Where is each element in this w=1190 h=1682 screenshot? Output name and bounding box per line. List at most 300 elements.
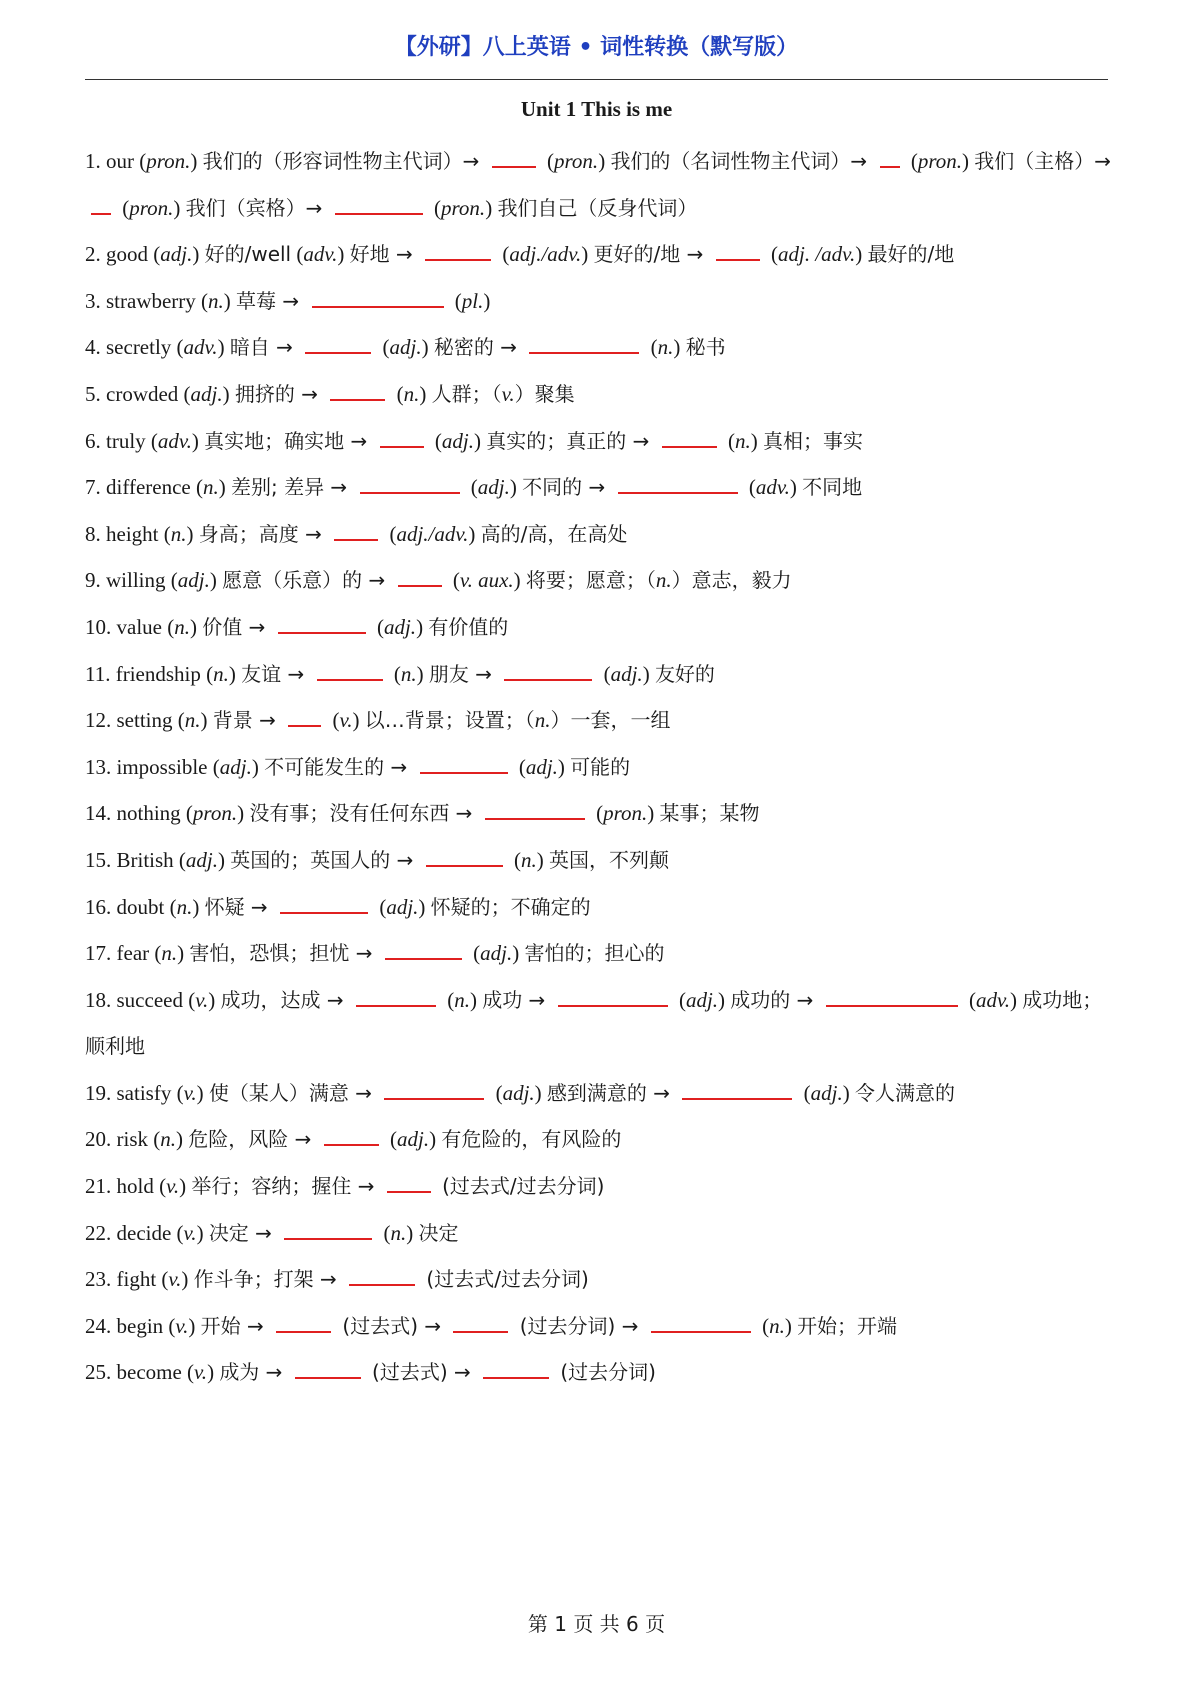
item-text: )	[176, 1127, 189, 1152]
exercise-item	[85, 371, 1120, 418]
answer-blank[interactable]	[295, 1358, 361, 1380]
part-of-speech: adj.	[610, 661, 643, 686]
item-text: )	[469, 987, 483, 1012]
part-of-speech: adj. /adv.	[778, 242, 856, 267]
answer-blank[interactable]	[387, 1171, 431, 1193]
item-text: (	[388, 661, 401, 686]
part-of-speech: adj.	[386, 894, 419, 919]
part-of-speech: n.	[534, 708, 551, 733]
page-footer: 第 1 页 共 6 页	[527, 1612, 666, 1636]
part-of-speech: adj.	[219, 754, 252, 779]
part-of-speech: n.	[390, 1220, 407, 1245]
part-of-speech: pron.	[146, 149, 191, 173]
item-meaning: 举行；容纳；握住 →	[191, 1174, 381, 1199]
part-of-speech: adj./adv.	[509, 242, 582, 267]
part-of-speech: adj.	[480, 941, 513, 966]
item-text: )	[789, 475, 803, 500]
item-meaning: (过去分词)	[560, 1360, 656, 1385]
item-text: (	[673, 987, 686, 1012]
answer-blank[interactable]	[276, 1311, 331, 1333]
item-text: 12. setting (	[85, 708, 185, 733]
item-text: (	[743, 475, 756, 500]
item-meaning: 更好的/地 →	[593, 242, 710, 267]
item-meaning: 好地 →	[349, 242, 420, 267]
item-meaning: 感到满意的 →	[546, 1080, 677, 1105]
exercise-item	[85, 1116, 1120, 1163]
item-meaning: 成功地；顺利地	[85, 987, 1103, 1059]
item-text: )	[189, 614, 203, 639]
item-text: 8. height (	[85, 521, 171, 546]
part-of-speech: adv.	[157, 428, 192, 453]
part-of-speech: adj.	[502, 1080, 535, 1105]
item-text: )	[718, 987, 731, 1012]
item-meaning: 我们（宾格）→	[185, 195, 329, 220]
item-meaning: 成为 →	[219, 1360, 289, 1385]
part-of-speech: pron.	[441, 195, 486, 220]
exercise-item	[85, 930, 1120, 977]
exercise-item	[85, 790, 1120, 837]
part-of-speech: n.	[769, 1313, 785, 1338]
item-meaning: 拥挤的 →	[234, 381, 325, 406]
part-of-speech: pron.	[603, 801, 648, 826]
item-meaning: 以…背景；设置；（	[364, 708, 535, 733]
item-meaning: 不同的 →	[522, 475, 612, 500]
item-text: )	[190, 149, 203, 173]
item-meaning: 作斗争；打架 →	[193, 1267, 344, 1292]
item-text: )	[581, 242, 594, 267]
item-meaning: 暗自 →	[229, 335, 300, 360]
item-text: (	[377, 335, 390, 360]
item-meaning: 决定 →	[208, 1220, 279, 1245]
part-of-speech: adj.	[477, 475, 510, 500]
item-text: 22. decide (	[85, 1220, 184, 1245]
item-meaning: 我们的（形容词性物主代词）→	[202, 149, 486, 173]
item-text: 25. become (	[85, 1360, 195, 1385]
part-of-speech: adj.	[525, 754, 558, 779]
item-text: 13. impossible (	[85, 754, 220, 779]
part-of-speech: v.	[168, 1267, 182, 1292]
answer-blank[interactable]	[426, 845, 503, 867]
part-of-speech: adj.	[160, 242, 193, 267]
item-text: )	[218, 475, 231, 500]
exercise-item	[85, 977, 1113, 1070]
item-text: )	[536, 847, 549, 872]
item-text: 3. strawberry (	[85, 288, 209, 313]
part-of-speech: n.	[184, 708, 201, 733]
item-text: (	[378, 1220, 391, 1245]
exercise-list	[85, 138, 1120, 1396]
item-text: )	[534, 1080, 547, 1105]
item-text: )	[842, 1080, 855, 1105]
item-text: (	[905, 149, 918, 173]
part-of-speech: adv.	[303, 242, 338, 267]
answer-blank[interactable]	[349, 1264, 415, 1286]
answer-blank[interactable]	[398, 565, 442, 587]
item-text: )	[218, 847, 231, 872]
item-text: )	[192, 894, 205, 919]
part-of-speech: n.	[170, 521, 187, 546]
item-text: (	[590, 801, 604, 826]
part-of-speech: n.	[213, 661, 229, 686]
item-text: 1. our (	[85, 149, 147, 173]
answer-blank[interactable]	[324, 1125, 379, 1147]
item-text: (	[384, 1127, 397, 1152]
item-text: )	[418, 894, 431, 919]
item-text: )	[200, 708, 213, 733]
item-text: )	[217, 335, 230, 360]
exercise-item	[85, 418, 1120, 465]
answer-blank[interactable]	[485, 798, 585, 820]
part-of-speech: n.	[657, 335, 674, 360]
part-of-speech: n.	[403, 381, 420, 406]
exercise-item	[85, 1163, 1120, 1210]
item-text: )	[642, 661, 655, 686]
item-text: (	[428, 195, 442, 220]
item-text: )	[483, 288, 491, 313]
part-of-speech: adj.	[383, 614, 417, 639]
answer-blank[interactable]	[305, 332, 371, 354]
answer-blank[interactable]	[288, 705, 321, 727]
item-text: 10. value (	[85, 614, 175, 639]
answer-blank[interactable]	[334, 519, 378, 541]
item-text: )	[237, 801, 250, 826]
item-text: )	[222, 381, 235, 406]
item-text: (	[465, 475, 478, 500]
part-of-speech: n.	[176, 894, 193, 919]
item-meaning: 草莓 →	[236, 288, 306, 313]
item-text: (	[722, 428, 735, 453]
answer-blank[interactable]	[651, 1311, 751, 1333]
answer-blank[interactable]	[284, 1218, 372, 1240]
item-meaning: 害怕的；担心的	[524, 941, 665, 966]
item-text: 24. begin (	[85, 1313, 176, 1338]
item-meaning: 愿意（乐意）的 →	[222, 568, 392, 593]
answer-blank[interactable]	[312, 286, 444, 308]
item-meaning: 成功的 →	[730, 987, 820, 1012]
part-of-speech: n.	[400, 661, 417, 686]
part-of-speech: n.	[174, 614, 190, 639]
item-text: )	[177, 941, 190, 966]
item-text: (	[598, 661, 611, 686]
exercise-item	[85, 231, 1113, 278]
item-text: (	[541, 149, 555, 173]
item-meaning: 高的/高，在高处	[480, 521, 628, 546]
item-text: 6. truly (	[85, 428, 158, 453]
part-of-speech: adj.	[177, 568, 210, 593]
item-meaning: 将要；愿意；（	[525, 568, 656, 593]
answer-blank[interactable]	[618, 472, 738, 494]
item-text: )	[673, 335, 686, 360]
answer-blank[interactable]	[91, 193, 111, 215]
item-text: (	[490, 1080, 503, 1105]
item-meaning: 使（某人）满意 →	[208, 1080, 379, 1105]
item-meaning: (过去式/过去分词)	[442, 1174, 605, 1199]
answer-blank[interactable]	[330, 379, 385, 401]
answer-blank[interactable]	[356, 985, 436, 1007]
part-of-speech: adj.	[810, 1080, 843, 1105]
item-text: )	[416, 614, 429, 639]
exercise-item	[85, 1256, 1120, 1303]
item-meaning: 友谊 →	[241, 661, 311, 686]
item-meaning: 不可能发生的 →	[264, 754, 414, 779]
item-meaning: 背景 →	[212, 708, 283, 733]
item-text: 16. doubt (	[85, 894, 177, 919]
part-of-speech: adj.	[389, 335, 422, 360]
item-text: )	[406, 1220, 419, 1245]
item-text: (	[371, 614, 384, 639]
item-text: )	[961, 149, 975, 173]
answer-blank[interactable]	[492, 146, 536, 168]
item-meaning: (过去式) →	[342, 1313, 448, 1338]
unit-title: Unit 1 This is me	[520, 97, 673, 121]
item-text: (	[497, 242, 510, 267]
item-text: )	[750, 428, 763, 453]
part-of-speech: pl.	[461, 288, 484, 313]
item-meaning: (过去式/过去分词)	[426, 1267, 589, 1292]
answer-blank[interactable]	[420, 752, 508, 774]
answer-blank[interactable]	[317, 659, 383, 681]
answer-blank[interactable]	[360, 472, 460, 494]
item-meaning: 好的/well	[204, 242, 292, 267]
item-text: )	[512, 941, 525, 966]
item-text: (	[756, 1313, 770, 1338]
item-text: )	[208, 987, 221, 1012]
item-text: )	[557, 754, 571, 779]
item-text: 19. satisfy (	[85, 1080, 184, 1105]
part-of-speech: v.	[175, 1313, 189, 1338]
item-text: )	[416, 661, 429, 686]
item-text: 5. crowded (	[85, 381, 191, 406]
item-meaning: 真相；事实	[762, 428, 863, 453]
item-text: )	[1010, 987, 1023, 1012]
part-of-speech: n.	[161, 941, 178, 966]
item-text: )	[468, 521, 481, 546]
item-text: 7. difference (	[85, 475, 203, 500]
part-of-speech: adj.	[685, 987, 719, 1012]
item-text: 15. British (	[85, 847, 186, 872]
exercise-item	[85, 1303, 1120, 1350]
answer-blank[interactable]	[529, 332, 639, 354]
item-text: )	[855, 242, 868, 267]
exercise-item	[85, 557, 1120, 604]
item-meaning: 有危险的，有风险的	[441, 1127, 622, 1152]
part-of-speech: n.	[208, 288, 224, 313]
answer-blank[interactable]	[558, 985, 668, 1007]
item-text: 18. succeed (	[85, 987, 196, 1012]
item-text: (	[513, 754, 526, 779]
item-text: )	[191, 428, 205, 453]
answer-blank[interactable]	[380, 426, 424, 448]
exercise-item	[85, 464, 1120, 511]
part-of-speech: n.	[734, 428, 751, 453]
part-of-speech: v.	[183, 1080, 197, 1105]
item-text: 4. secretly (	[85, 335, 184, 360]
item-text: (	[447, 568, 460, 593]
answer-blank[interactable]	[662, 426, 717, 448]
part-of-speech: pron.	[917, 149, 962, 173]
exercise-item	[85, 837, 1120, 884]
item-meaning: 某事；某物	[659, 801, 760, 826]
part-of-speech: v. aux.	[459, 568, 514, 593]
item-text: )	[598, 149, 611, 173]
item-meaning: 最好的/地	[867, 242, 955, 267]
item-text: (	[765, 242, 779, 267]
item-meaning: ）意志，毅力	[671, 568, 792, 593]
item-text: )	[337, 242, 350, 267]
part-of-speech: v.	[194, 1360, 208, 1385]
item-meaning: ）一套，一组	[550, 708, 671, 733]
answer-blank[interactable]	[385, 938, 462, 960]
part-of-speech: adj.	[396, 1127, 430, 1152]
item-meaning: 可能的	[570, 754, 631, 779]
item-text: )	[251, 754, 265, 779]
item-text: (	[963, 987, 977, 1012]
item-meaning: 怀疑的；不确定的	[430, 894, 591, 919]
answer-blank[interactable]	[682, 1078, 792, 1100]
item-text: (	[291, 242, 304, 267]
item-meaning: 我们自己（反身代词）	[497, 195, 698, 220]
item-meaning: 朋友 →	[428, 661, 499, 686]
item-text: (	[429, 428, 442, 453]
exercise-item	[85, 1070, 1120, 1117]
item-text: 23. fight (	[85, 1267, 169, 1292]
item-text: 11. friendship (	[85, 661, 214, 686]
item-text: )	[421, 335, 434, 360]
exercise-item	[85, 651, 1120, 698]
item-meaning: 我们（主格）→	[974, 149, 1111, 173]
item-text: (	[449, 288, 462, 313]
item-text: )	[181, 1267, 194, 1292]
item-text: (	[645, 335, 658, 360]
exercise-item	[85, 1349, 1120, 1396]
exercise-item	[85, 697, 1120, 744]
item-text: (	[798, 1080, 811, 1105]
part-of-speech: n.	[454, 987, 470, 1012]
item-meaning: 令人满意的	[855, 1080, 955, 1105]
item-text: (	[374, 894, 387, 919]
item-text: )	[513, 568, 526, 593]
item-text: )	[647, 801, 660, 826]
exercise-item	[85, 278, 1120, 325]
item-meaning: 英国，不列颠	[549, 847, 669, 872]
item-meaning: 开始；开端	[797, 1313, 898, 1338]
part-of-speech: adj.	[185, 847, 219, 872]
part-of-speech: adj.	[441, 428, 474, 453]
item-text: 9. willing (	[85, 568, 178, 593]
answer-blank[interactable]	[278, 612, 366, 634]
part-of-speech: adj./adv.	[396, 521, 469, 546]
part-of-speech: v.	[501, 381, 515, 406]
header-divider	[85, 79, 1108, 80]
item-meaning: 怀疑 →	[204, 894, 275, 919]
item-meaning: 开始 →	[200, 1313, 271, 1338]
item-meaning: 人群；（	[431, 381, 502, 406]
answer-blank[interactable]	[425, 239, 491, 261]
part-of-speech: v.	[339, 708, 353, 733]
item-meaning: 秘书	[685, 335, 726, 360]
item-text: )	[196, 1080, 209, 1105]
answer-blank[interactable]	[483, 1358, 549, 1380]
item-text: (	[441, 987, 455, 1012]
item-text: )	[196, 1220, 209, 1245]
item-meaning: 成功 →	[482, 987, 552, 1012]
item-meaning: 有价值的	[428, 614, 509, 639]
item-meaning: 真实地；确实地 →	[204, 428, 374, 453]
item-text: 14. nothing (	[85, 801, 193, 826]
exercise-item	[85, 511, 1120, 558]
part-of-speech: adj.	[190, 381, 223, 406]
part-of-speech: v.	[166, 1174, 180, 1199]
part-of-speech: pron.	[129, 195, 174, 220]
item-meaning: 友好的	[654, 661, 715, 686]
item-meaning: 没有事；没有任何东西 →	[249, 801, 479, 826]
exercise-item	[85, 138, 1113, 231]
item-text: (	[384, 521, 397, 546]
item-meaning: 不同地	[802, 475, 863, 500]
exercise-item	[85, 1210, 1120, 1257]
item-text: 2. good (	[85, 242, 161, 267]
item-meaning: 决定	[418, 1220, 459, 1245]
item-text: (	[508, 847, 521, 872]
answer-blank[interactable]	[504, 659, 592, 681]
item-meaning: 价值 →	[202, 614, 272, 639]
part-of-speech: n.	[521, 847, 537, 872]
part-of-speech: n.	[655, 568, 672, 593]
item-text: (	[327, 708, 340, 733]
item-text: )	[188, 1313, 201, 1338]
item-meaning: (过去式) →	[372, 1360, 478, 1385]
part-of-speech: n.	[160, 1127, 176, 1152]
item-text: )	[509, 475, 523, 500]
item-text: )	[192, 242, 205, 267]
part-of-speech: pron.	[192, 801, 238, 826]
item-text: )	[485, 195, 498, 220]
answer-blank[interactable]	[453, 1311, 508, 1333]
item-meaning: 差别; 差异 →	[230, 475, 354, 500]
item-meaning: 英国的；英国人的 →	[230, 847, 420, 872]
answer-blank[interactable]	[880, 146, 900, 168]
answer-blank[interactable]	[826, 985, 958, 1007]
part-of-speech: adv.	[183, 335, 218, 360]
part-of-speech: adv.	[976, 987, 1011, 1012]
item-text: )	[207, 1360, 220, 1385]
item-text: )	[186, 521, 199, 546]
answer-blank[interactable]	[384, 1078, 484, 1100]
item-text: 21. hold (	[85, 1174, 167, 1199]
item-text: )	[474, 428, 487, 453]
item-text: )	[179, 1174, 192, 1199]
item-text: )	[784, 1313, 798, 1338]
item-meaning: 我们的（名词性物主代词）→	[610, 149, 874, 173]
item-text: )	[228, 661, 242, 686]
item-text: )	[352, 708, 365, 733]
part-of-speech: v.	[183, 1220, 197, 1245]
item-text: (	[391, 381, 404, 406]
item-meaning: 真实的；真正的 →	[486, 428, 656, 453]
item-text: )	[223, 288, 237, 313]
exercise-item	[85, 604, 1120, 651]
answer-blank[interactable]	[716, 239, 760, 261]
answer-blank[interactable]	[335, 193, 423, 215]
answer-blank[interactable]	[280, 892, 368, 914]
page-header-title: 【外研】八上英语 • 词性转换（默写版）	[394, 35, 799, 60]
item-meaning: (过去分词) →	[519, 1313, 645, 1338]
item-text: (	[117, 195, 130, 220]
item-text: )	[209, 568, 223, 593]
exercise-item	[85, 744, 1120, 791]
item-text: 20. risk (	[85, 1127, 161, 1152]
item-meaning: ）聚集	[514, 381, 575, 406]
